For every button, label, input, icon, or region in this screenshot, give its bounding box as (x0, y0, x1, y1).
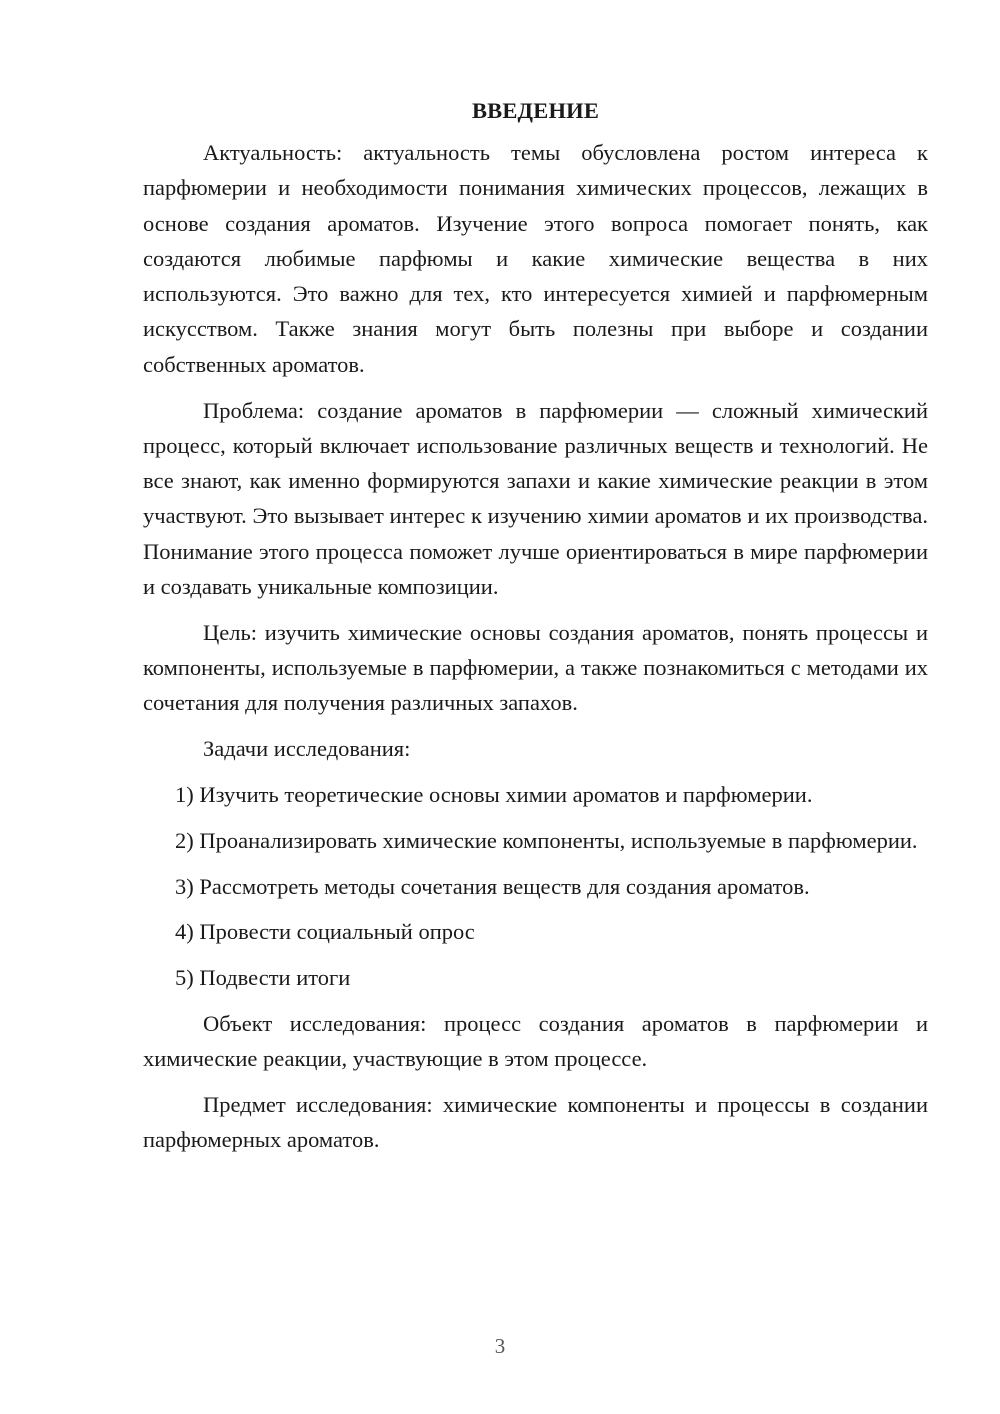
task-item: 2) Проанализировать химические компоненты, используемые в парфюмерии. (175, 827, 918, 853)
task-item: 3) Рассмотреть методы сочетания веществ для создания ароматов. (175, 873, 810, 899)
page-title: ВВЕДЕНИЕ (471, 98, 600, 123)
paragraph-object: Объект исследования: процесс создания ароматов в парфюмерии и химические реакции, участвующие в этом процессе. (143, 1011, 928, 1072)
task-item: 1) Изучить теоретические основы химии ароматов и парфюмерии. (175, 782, 813, 808)
paragraph-relevance: Актуальность: актуальность темы обусловлена ростом интереса к парфюмерии и необходимости понимания химических процессов, лежащих в основе создания ароматов. Изучение этого вопроса помогает понять, как создаются любимые парфюмы и какие химические вещества в них используются. Это важно для тех, кто интересуется химией и парфюмерным искусством. Также знания могут быть полезны при выборе и создании собственных ароматов. (143, 140, 928, 377)
paragraph-problem: Проблема: создание ароматов в парфюмерии — сложный химический процесс, который включает использование различных веществ и технологий. Не все знают, как именно формируются запахи и какие химические реакции в этом участвуют. Это вызывает интерес к изучению химии ароматов и их производства. Понимание этого процесса поможет лучше ориентироваться в мире парфюмерии и создавать уникальные композиции. (143, 397, 928, 600)
paragraph-tasks-heading: Задачи исследования: (203, 736, 411, 762)
paragraph-goal: Цель: изучить химические основы создания ароматов, понять процессы и компоненты, используемые в парфюмерии, а также познакомиться с методами их сочетания для получения различных запахов. (143, 619, 928, 716)
document-page (143, 96, 928, 1168)
paragraph-subject: Предмет исследования: химические компоненты и процессы в создании парфюмерных ароматов. (143, 1092, 928, 1153)
task-item: 4) Провести социальный опрос (175, 919, 475, 945)
task-item: 5) Подвести итоги (175, 965, 351, 991)
page-number: 3 (494, 1334, 506, 1358)
